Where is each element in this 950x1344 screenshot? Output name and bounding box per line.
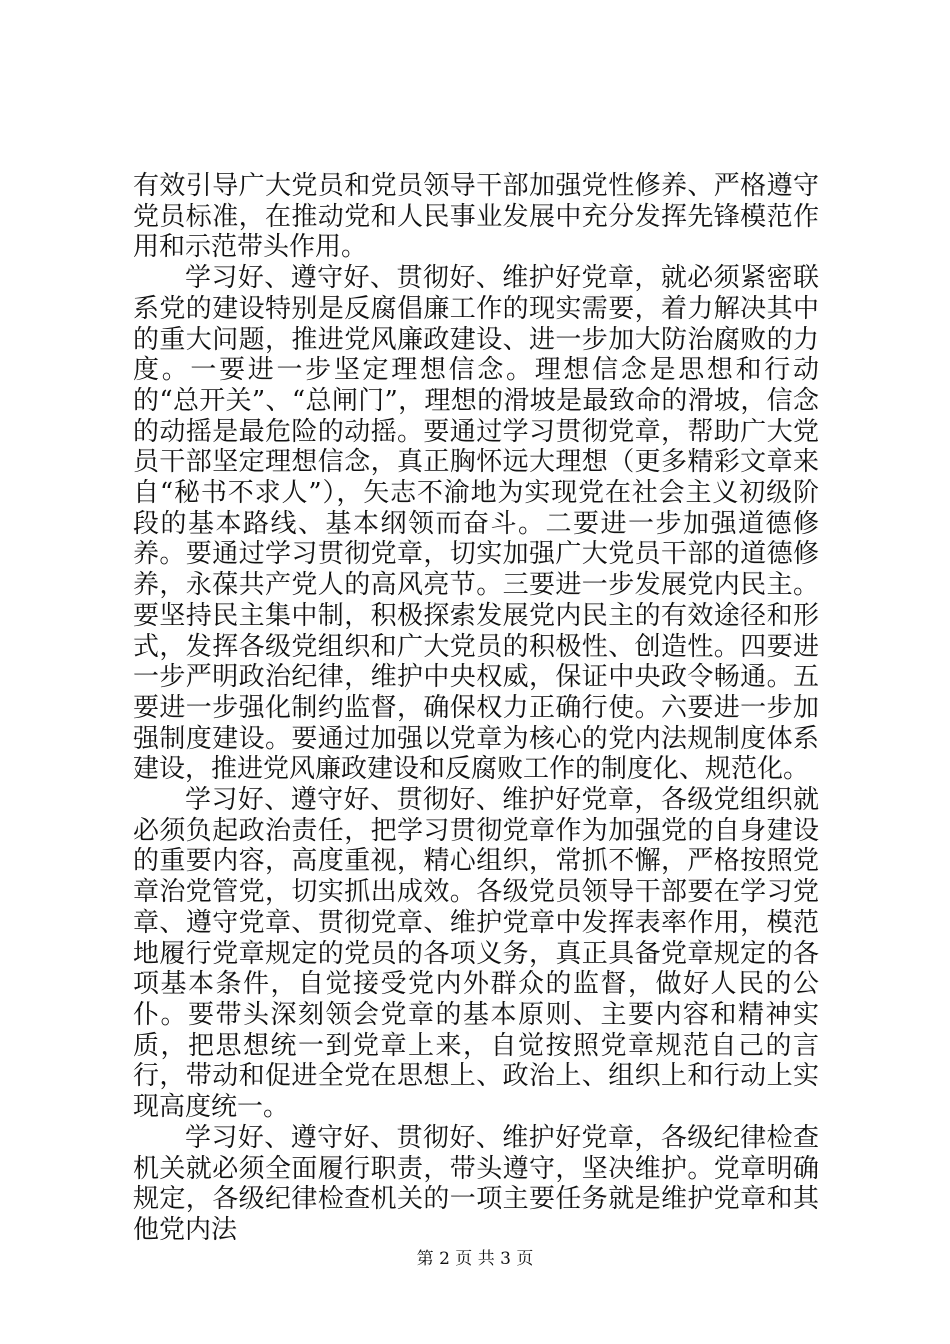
paragraph-3: 学习好、遵守好、贯彻好、维护好党章，各级党组织就必须负起政治责任，把学习贯彻党章作为加强党的自身建设的重要内容，高度重视，精心组织，常抓不懈，严格按照党章治党管党，切实抓出成效。各级党员领导干部要在学习党章、遵守党章、贯彻党章、维护党章中发挥表率作用，模范地履行党章规定的党员的各项义务，真正具备党章规定的各项基本条件，自觉接受党内外群众的监督，做好人民的公仆。要带头深刻领会党章的基本原则、主要内容和精神实质，把思想统一到党章上来，自觉按照党章规范自己的言行，带动和促进全党在思想上、政治上、组织上和行动上实现高度统一。 — [133, 785, 819, 1123]
page-number-footer: 第 2 页 共 3 页 — [416, 1249, 534, 1269]
paragraph-4: 学习好、遵守好、贯彻好、维护好党章，各级纪律检查机关就必须全面履行职责，带头遵守，坚决维护。党章明确规定，各级纪律检查机关的一项主要任务就是维护党章和其他党内法 — [133, 1122, 819, 1245]
paragraph-2: 学习好、遵守好、贯彻好、维护好党章，就必须紧密联系党的建设特别是反腐倡廉工作的现实需要，着力解决其中的重大问题，推进党风廉政建设、进一步加大防治腐败的力度。一要进一步坚定理想信念。理想信念是思想和行动的“总开关”、“总闸门”，理想的滑坡是最致命的滑坡，信念的动摇是最危险的动摇。要通过学习贯彻党章，帮助广大党员干部坚定理想信念，真正胸怀远大理想（更多精彩文章来自“秘书不求人”），矢志不渝地为实现党在社会主义初级阶段的基本路线、基本纲领而奋斗。二要进一步加强道德修养。要通过学习贯彻党章，切实加强广大党员干部的道德修养，永葆共产党人的高风亮节。三要进一步发展党内民主。要坚持民主集中制，积极探索发展党内民主的有效途径和形式，发挥各级党组织和广大党员的积极性、创造性。四要进一步严明政治纪律，维护中央权威，保证中央政令畅通。五要进一步强化制约监督，确保权力正确行使。六要进一步加强制度建设。要通过加强以党章为核心的党内法规制度体系建设，推进党风廉政建设和反腐败工作的制度化、规范化。 — [133, 263, 819, 785]
document-body — [133, 171, 819, 1246]
paragraph-1: 有效引导广大党员和党员领导干部加强党性修养、严格遵守党员标准，在推动党和人民事业发展中充分发挥先锋模范作用和示范带头作用。 — [133, 171, 819, 263]
